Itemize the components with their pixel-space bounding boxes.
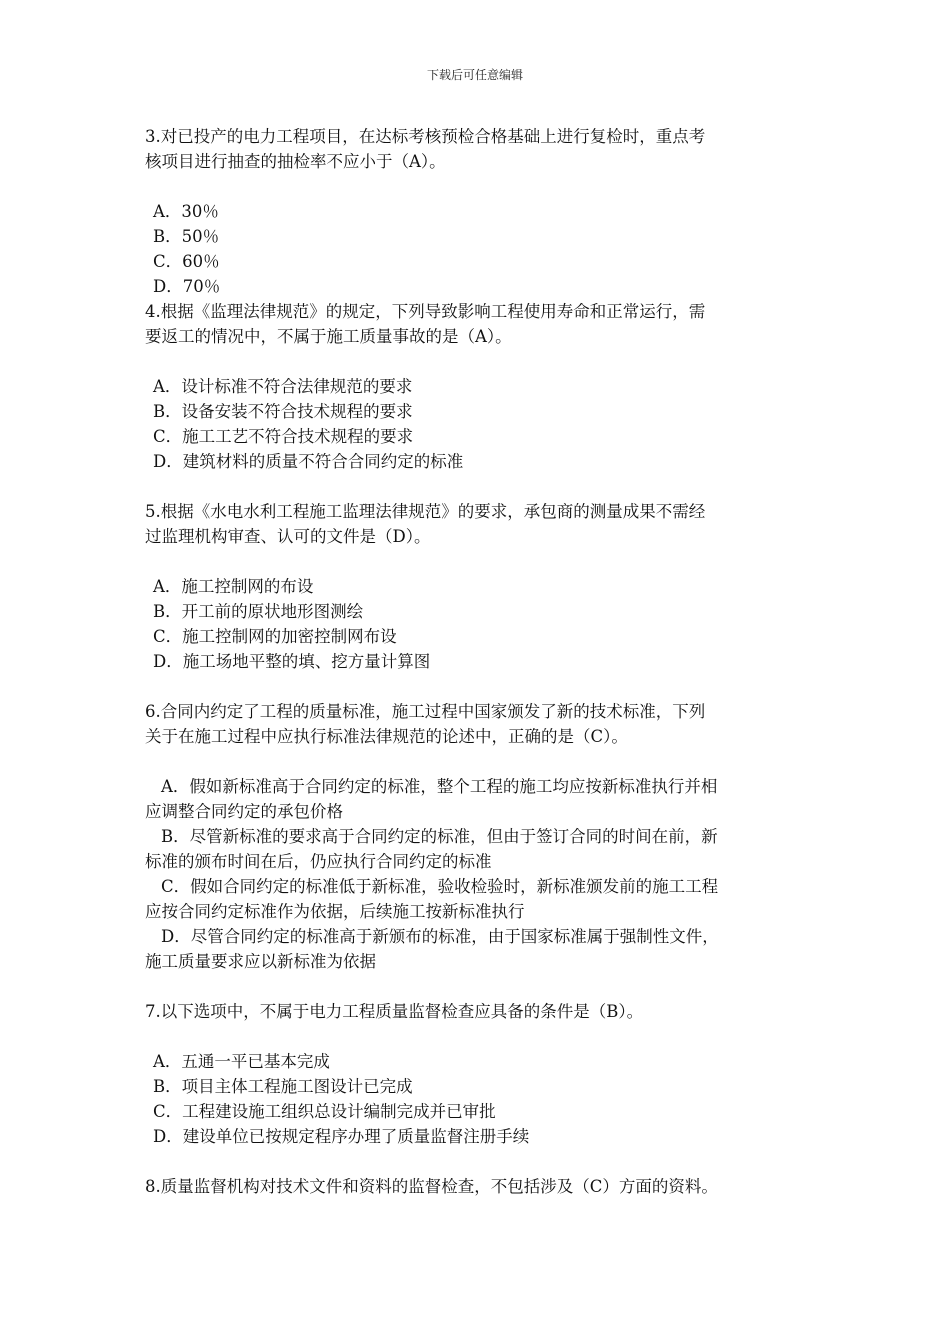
- question-6-option-c: C．假如合同约定的标准低于新标准，验收检验时，新标准颁发前的施工工程: [161, 877, 719, 896]
- question-7-option-c: C．工程建设施工组织总设计编制完成并已审批: [153, 1102, 496, 1121]
- question-7-option-b: B．项目主体工程施工图设计已完成: [153, 1077, 413, 1096]
- question-6-option-b: B．尽管新标准的要求高于合同约定的标准，但由于签订合同的时间在前，新: [161, 827, 718, 846]
- question-5-line-2: 过监理机构审查、认可的文件是（D）。: [145, 527, 431, 546]
- question-3-option-c: C．60％: [153, 252, 220, 271]
- question-6-option-d-cont: 施工质量要求应以新标准为依据: [145, 952, 376, 971]
- question-4-option-b: B．设备安装不符合技术规程的要求: [153, 402, 413, 421]
- question-3-option-a: A．30％: [153, 202, 219, 221]
- question-4-line-1: 4.根据《监理法律规范》的规定，下列导致影响工程使用寿命和正常运行，需: [145, 302, 706, 321]
- question-5-option-b: B．开工前的原状地形图测绘: [153, 602, 364, 621]
- question-6-option-b-cont: 标准的颁布时间在后，仍应执行合同约定的标准: [145, 852, 492, 871]
- question-8-line-1: 8.质量监督机构对技术文件和资料的监督检查，不包括涉及（C）方面的资料。: [145, 1177, 718, 1196]
- question-3-line-1: 3.对已投产的电力工程项目，在达标考核预检合格基础上进行复检时，重点考: [145, 127, 706, 146]
- question-6-option-c-cont: 应按合同约定标准作为依据，后续施工按新标准执行: [145, 902, 525, 921]
- document-body: [145, 124, 810, 1199]
- question-4-option-d: D．建筑材料的质量不符合合同约定的标准: [153, 452, 464, 471]
- question-3-option-b: B．50％: [153, 227, 220, 246]
- page-header: 下载后可任意编辑: [426, 68, 523, 82]
- question-6-option-d: D．尽管合同约定的标准高于新颁布的标准，由于国家标准属于强制性文件，: [161, 927, 719, 946]
- question-6-line-1: 6.合同内约定了工程的质量标准，施工过程中国家颁发了新的技术标准，下列: [145, 702, 706, 721]
- question-6-line-2: 关于在施工过程中应执行标准法律规范的论述中，正确的是（C）。: [145, 727, 628, 746]
- question-7-line-1: 7.以下选项中，不属于电力工程质量监督检查应具备的条件是（B）。: [145, 1002, 644, 1021]
- question-6-option-a-cont: 应调整合同约定的承包价格: [145, 802, 343, 821]
- question-7-option-d: D．建设单位已按规定程序办理了质量监督注册手续: [153, 1127, 530, 1146]
- question-5-line-1: 5.根据《水电水利工程施工监理法律规范》的要求，承包商的测量成果不需经: [145, 502, 706, 521]
- question-3-option-d: D．70％: [153, 277, 221, 296]
- question-3-line-2: 核项目进行抽查的抽检率不应小于（A）。: [145, 152, 446, 171]
- question-5-option-d: D．施工场地平整的填、挖方量计算图: [153, 652, 431, 671]
- question-4-option-c: C．施工工艺不符合技术规程的要求: [153, 427, 414, 446]
- question-6-option-a: A．假如新标准高于合同约定的标准，整个工程的施工均应按新标准执行并相: [161, 777, 718, 796]
- question-5-option-a: A．施工控制网的布设: [153, 577, 314, 596]
- question-4-option-a: A．设计标准不符合法律规范的要求: [153, 377, 413, 396]
- question-4-line-2: 要返工的情况中，不属于施工质量事故的是（A）。: [145, 327, 512, 346]
- question-5-option-c: C．施工控制网的加密控制网布设: [153, 627, 397, 646]
- question-7-option-a: A．五通一平已基本完成: [153, 1052, 330, 1071]
